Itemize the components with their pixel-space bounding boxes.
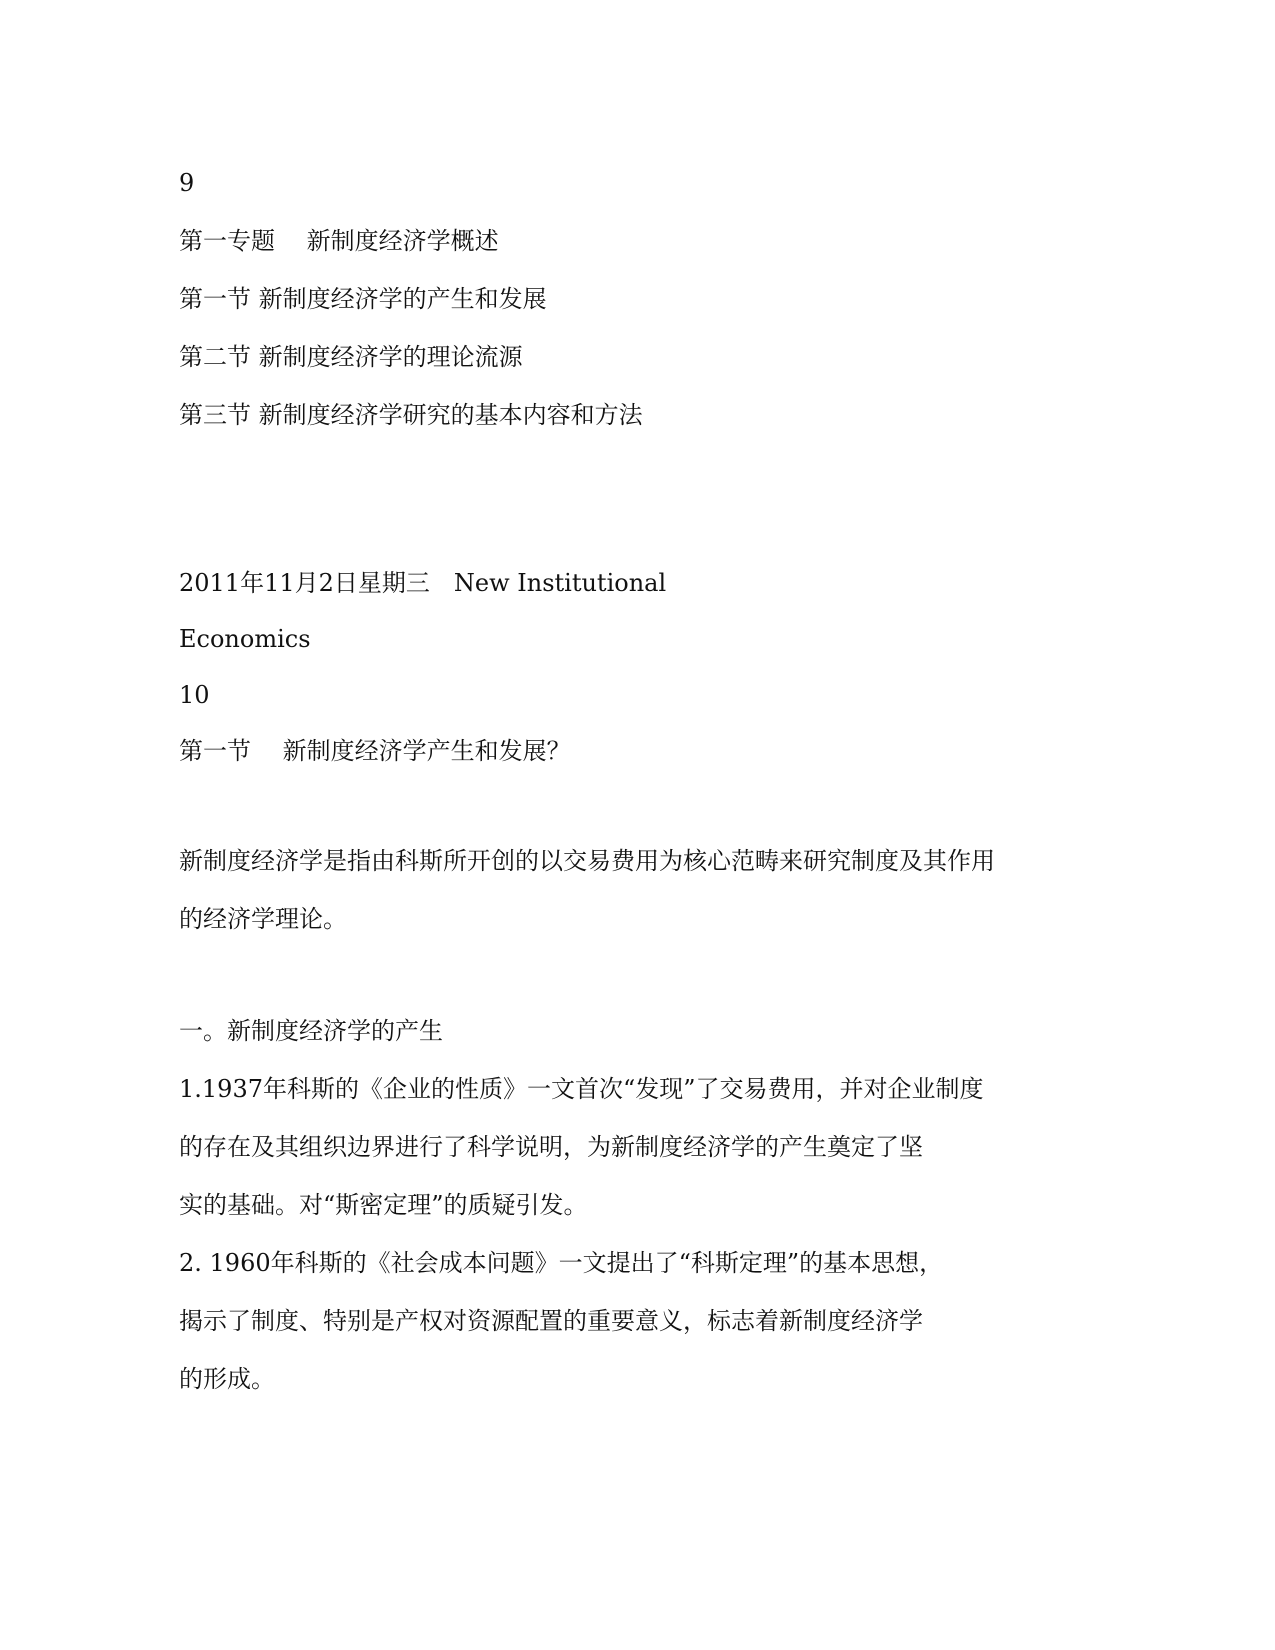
toc-section-2: 第二节 新制度经济学的理论流源	[179, 343, 523, 371]
definition-line: 新制度经济学是指由科斯所开创的以交易费用为核心范畴来研究制度及其作用	[179, 847, 995, 875]
paragraph-line: 揭示了制度、特别是产权对资源配置的重要意义，标志着新制度经济学	[179, 1307, 923, 1335]
course-title-line: Economics	[179, 625, 311, 653]
section-heading: 第一节 新制度经济学产生和发展？	[179, 737, 571, 765]
paragraph-line: 2. 1960年科斯的《社会成本问题》一文提出了“科斯定理”的基本思想，	[179, 1249, 944, 1277]
toc-section-3: 第三节 新制度经济学研究的基本内容和方法	[179, 401, 643, 429]
paragraph-line: 1.1937年科斯的《企业的性质》一文首次“发现”了交易费用，并对企业制度	[179, 1075, 984, 1103]
page-number: 10	[179, 681, 210, 709]
date-line: 2011年11月2日星期三 New Institutional	[179, 569, 667, 597]
toc-section-1: 第一节 新制度经济学的产生和发展	[179, 285, 547, 313]
subsection-heading: 一。新制度经济学的产生	[179, 1017, 443, 1045]
paragraph-line: 实的基础。对“斯密定理”的质疑引发。	[179, 1191, 588, 1219]
page-number: 9	[179, 169, 195, 197]
paragraph-line: 的形成。	[179, 1365, 275, 1393]
paragraph-line: 的存在及其组织边界进行了科学说明，为新制度经济学的产生奠定了坚	[179, 1133, 923, 1161]
topic-title: 第一专题 新制度经济学概述	[179, 227, 499, 255]
definition-line: 的经济学理论。	[179, 905, 347, 933]
